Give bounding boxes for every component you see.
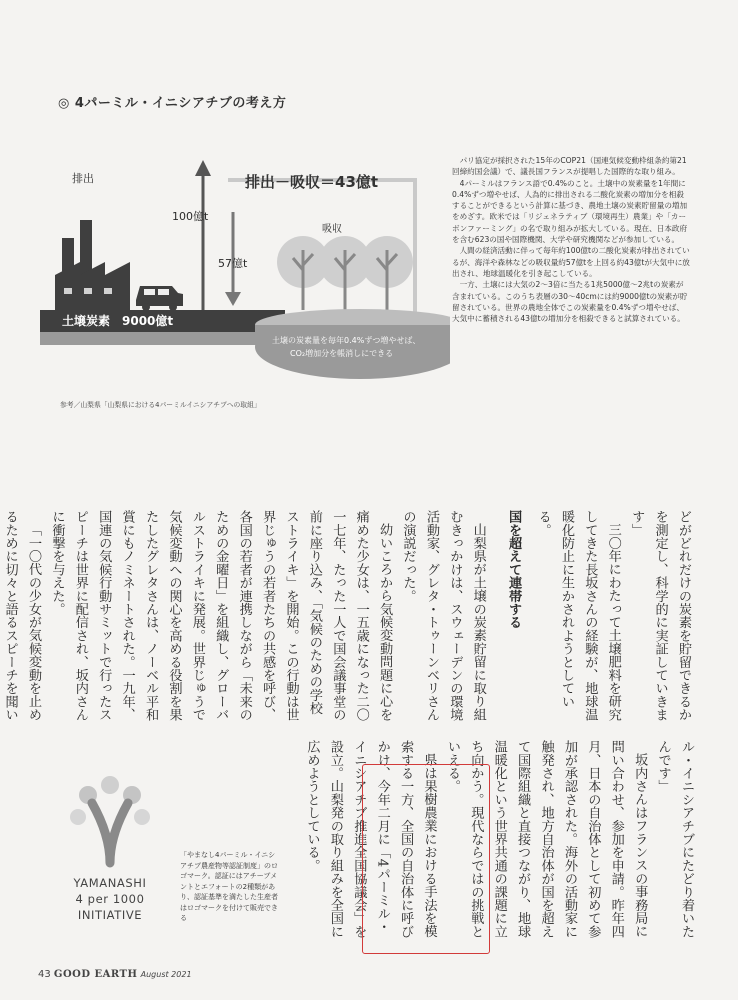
factory-icon [55,220,130,310]
sidebar-paragraph: 人間の経済活動に伴って毎年約100億tの二酸化炭素が排出されているが、海洋や森林などの吸収量約57億tを上回る約43億tが大気中に放出され、地球温暖化を引き起こしている。 [452,246,690,278]
highlight-box [362,764,490,954]
soil-note-line1: 土壌の炭素量を毎年0.4%ずつ増やせば、 [272,336,421,345]
sidebar-paragraph: 一方、土壌には大気の2～3倍に当たる1兆5000億～2兆tの炭素が含まれている。このうち表層の30～40cmには約9000億tの炭素が貯留されている。世界の農地全体でこの炭素量を0.4%ずつ増やせば、大気中に蓄積される43億tの増加分を相殺できると試算されている。 [452,280,688,324]
article-top-band [2,510,695,725]
reference-note: 参考／山梨県「山梨県における4パーミルイニシアチブへの取組」 [60,401,261,409]
trees-icon [277,236,413,310]
page-footer [38,969,192,980]
soil-note-line2: CO₂増加分を帳消しにできる [290,349,394,358]
logo-caption: 「やまなし4パーミル・イニシアチブ農産物等認証制度」のロゴマーク。認証にはアチーブメントとエフォートの2種類があり、認証基準を満たした生産者はロゴマークを付けて販売できる [180,851,278,922]
emission-label: 排出 [72,172,94,185]
logo-name-line: YAMANASHI [73,876,147,890]
absorption-label: 吸収 [322,224,342,235]
article-paragraph: 三〇年にわたって土壌肥料を研究してきた長坂さんの経験が、地球温暖化防止に生かされようとしている。 [535,510,621,722]
sidebar-text [452,155,690,324]
section-title: ◎ 4パーミル・イニシアチブの考え方 [58,96,287,111]
logo-name [55,875,165,923]
article-paragraph: どがどれだけの炭素を貯留できるかを測定し、科学的に実証していきます」 [629,510,691,722]
page-number: 43 [38,969,51,980]
article-paragraph: 「一〇代の少女が気候変動を止めるために切々と語るスピーチを聞い [2,510,42,722]
article-paragraph: 坂内さんはフランスの事務局に問い合わせ、参加を申請。昨年四月、日本の自治体として初めて参加が承認された。海外の活動家に触発され、地方自治体が国を超えて国際組織と直接つながり、地球温暖化という世界共通の課題に立ち向かう。現代ならではの挑戦といえる。 [444,740,648,938]
emission-value: 100億t [172,210,209,223]
magazine-brand: GOOD EARTH [53,969,138,980]
soil-carbon-label: 土壌炭素 9000億t [62,314,174,328]
article-paragraph: 県は果樹農業における手法を模索する一方、全国の自治体に呼びかけ、今年二月に「4パーミル・イニシアチブ推進全国協議会」を設立。山梨発の取り組みを全国に広めようとしている。 [304,740,437,938]
car-icon [136,286,183,311]
article-paragraph: 山梨県が土壌の炭素貯留に取り組むきっかけは、スウェーデンの環境活動家、グレタ・トゥーンベリさんの演説だった。 [400,510,486,722]
article-paragraph: ル・イニシアチブにたどり着いたんです」 [655,740,694,938]
yamanashi-logo-icon [68,775,153,870]
section-heading: 国を超えて連帯する [506,510,522,629]
sidebar-paragraph: パリ協定が採択された15年のCOP21（国連気候変動枠組条約第21回締約国会議）で、議長国フランスが提唱した国際的な取り組み。 [452,156,687,177]
article-paragraph: 幼いころから気候変動問題に心を痛めた少女は、一五歳になった二〇一七年、たった一人で国会議事堂の前に座り込み、「気候のための学校ストライキ」を開始。この行動は世界じゅうの若者たちの共感を呼び、各国の若者が連携しながら「未来のための金曜日」を組織し、グローバルストライキに発展。世界じゅうで気候変動への関心を高める役割を果たしたグレタさんは、ノーベル平和賞にもノミネートされた。一九年、国連の気候行動サミットで行ったスピーチは世界に配信され、坂内さんに衝撃を与えた。 [49,510,393,722]
sidebar-paragraph: 4パーミルはフランス語で0.4%のこと。土壌中の炭素量を1年間に0.4%ずつ増やせば、人為的に排出される二酸化炭素の増加分を相殺することができるという計算に基づき、農地土壌の炭素貯留量の増加をめざす。欧米では「リジェネラティブ（環境再生）農業」や「カーボンファーミング」の名で取り組みが拡大している。現在、日本政府を含む623の国や国際機関、大学や研究機関などが参加している。 [452,178,688,245]
absorption-value: 57億t [218,257,248,270]
logo-name-line: INITIATIVE [77,908,143,922]
net-equation: 排出－吸収＝43億t [245,173,379,191]
issue-date: August 2021 [140,970,192,979]
logo-name-line: 4 per 1000 [75,892,145,906]
